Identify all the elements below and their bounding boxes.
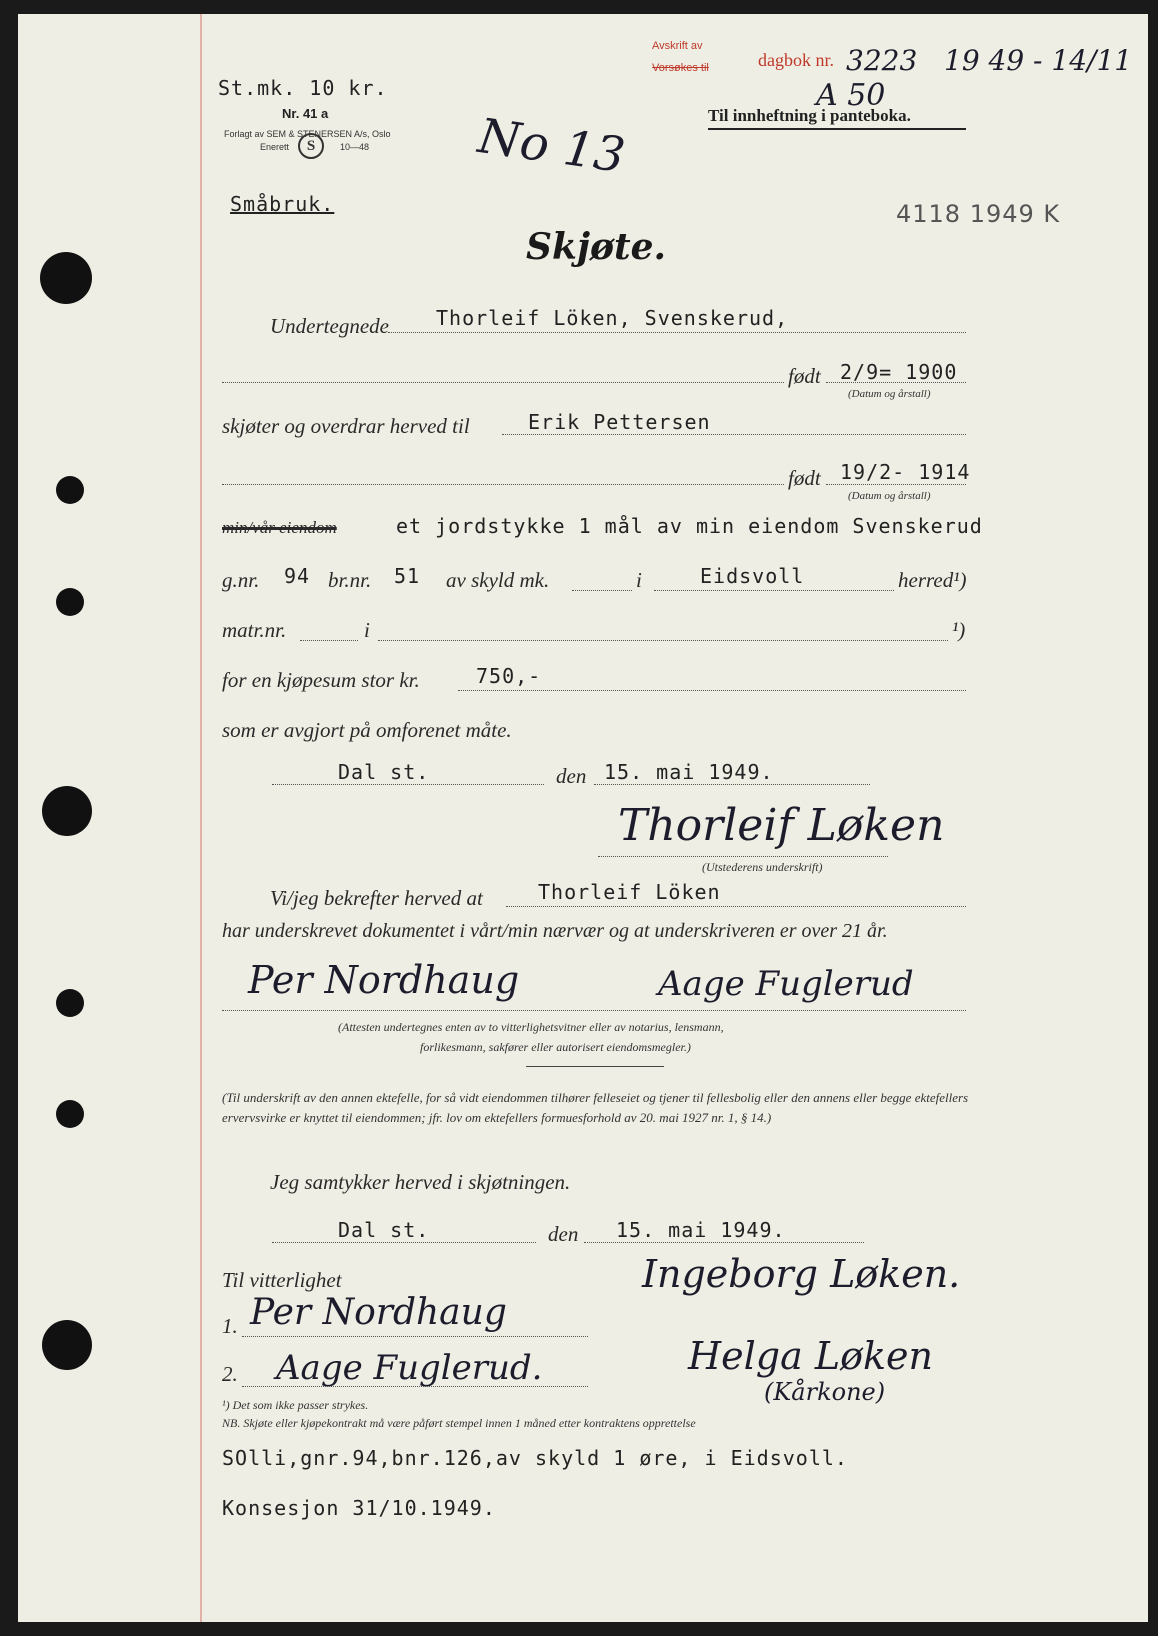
municipality: Eidsvoll [700,564,805,588]
document-page [18,14,1148,1622]
den-label: den [556,764,587,788]
skyld-i-label: i [636,568,642,592]
attestation-caption-2: forlikesmann, sakfører eller autorisert eiendomsmegler.) [420,1040,691,1054]
dotted-line [458,690,966,691]
dotted-line [300,640,358,641]
punch-hole [56,1100,84,1128]
consent-witness2-signature: Aage Fuglerud. [276,1348,543,1388]
red-stamp-line1: Avskrift av [652,40,703,52]
skyld-label: av skyld mk. [446,568,550,592]
attestation-caption-1: (Attesten undertegnes enten av to vitterlighetsvitner eller av notarius, lensmann, [338,1020,724,1034]
consent-den-label: den [548,1222,579,1246]
footnote-nb: NB. Skjøte eller kjøpekontrakt må være påført stempel innen 1 måned etter kontraktens opprettelse [222,1416,696,1430]
punch-hole [56,476,84,504]
undersigned-value: Thorleif Löken, Svenskerud, [436,306,789,330]
bnr-label: br.nr. [328,568,372,592]
matr-end: ¹) [952,618,966,642]
matr-label: matr.nr. [222,618,287,642]
witness2-number: 2. [222,1362,238,1386]
dotted-line [572,590,632,591]
consent-place: Dal st. [338,1218,430,1242]
dagbok-label: dagbok nr. [758,50,834,70]
dotted-line [388,332,966,333]
dagbok-number: 3223 [846,44,918,77]
buyer-born-label: født [788,466,821,490]
property-description: et jordstykke 1 mål av min eiendom Svenskerud [396,514,983,538]
seller-birth: 2/9= 1900 [840,360,958,384]
settled-text: som er avgjort på omforenet måte. [222,718,512,742]
witness1-number: 1. [222,1314,238,1338]
transfer-label: skjøter og overdrar herved til [222,414,470,438]
spouse-signature: Ingeborg Løken. [642,1252,961,1296]
consent-witness1-signature: Per Nordhaug [250,1292,507,1333]
margin-line [200,14,202,1622]
publisher-date: 10—48 [340,142,370,152]
place: Dal st. [338,760,430,784]
struck-text: min/vår eiendom [222,518,337,537]
punch-hole [42,786,92,836]
red-stamp-line2: Vorsøkes til [652,62,709,74]
confirm-text: har underskrevet dokumentet i vårt/min nærvær og at underskriveren er over 21 år. [222,920,888,942]
consent-text: Jeg samtykker herved i skjøtningen. [270,1170,571,1194]
witness-label: Til vitterlighet [222,1268,342,1292]
stamp-number: 4118 1949 K [896,200,1061,228]
dotted-line [378,640,948,641]
date: 15. mai 1949. [604,760,774,784]
punch-hole [40,252,92,304]
buyer-birth: 19/2- 1914 [840,460,971,484]
buyer-birth-caption: (Datum og årstall) [848,490,931,502]
bnr-value: 51 [394,564,421,588]
binding-note-underline [708,128,966,130]
confirm-label: Vi/jeg bekrefter herved at [270,886,483,910]
punch-hole [42,1320,92,1370]
witness1-signature: Per Nordhaug [248,958,520,1002]
herred-label: herred¹) [898,568,967,592]
price-label: for en kjøpesum stor kr. [222,668,420,692]
matr-i-label: i [364,618,370,642]
seller-born-label: født [788,364,821,388]
dotted-line [222,484,784,485]
publisher-line: Forlagt av SEM & STENERSEN A/s, Oslo [224,129,391,139]
typed-addition-2: Konsesjon 31/10.1949. [222,1496,496,1520]
punch-hole [56,989,84,1017]
dagbok-year: 19 49 - 14/11 [944,44,1133,77]
dotted-line [272,1242,536,1243]
price-value: 750,- [476,664,542,688]
seller-birth-caption: (Datum og årstall) [848,388,931,400]
dotted-line [654,590,894,591]
dotted-line [242,1336,588,1337]
property-type: Småbruk. [230,192,335,216]
spouse-note: (Til underskrift av den annen ektefelle, for så vidt eiendommen tilhører felleseiet og tjener til fellesbolig eller den annens eller begge ektefellers ervervsvirke er knyttet til eiendommen; jfr. lov om ektefellers formuesforhold av 20. mai 1927 nr. 1, § 14.) [222,1090,969,1125]
attestation-signer: Thorleif Löken [538,880,721,904]
dotted-line [272,784,544,785]
signature-caption: (Utstederens underskrift) [702,860,823,874]
dotted-line [584,1242,864,1243]
dotted-line [826,382,966,383]
dotted-line [594,784,870,785]
spouse2-signature: Helga Løken [688,1334,933,1378]
publisher-logo: S [298,133,324,159]
witness2-signature: Aage Fuglerud [658,964,914,1004]
dotted-line [826,484,966,485]
dotted-line [242,1386,588,1387]
stamp-duty: St.mk. 10 kr. [218,76,388,100]
dotted-line [222,1010,966,1011]
form-number: Nr. 41 a [282,106,329,121]
publisher-enerett: Enerett [260,142,290,152]
seller-signature: Thorleif Løken [618,800,945,851]
buyer-name: Erik Pettersen [528,410,711,434]
consent-date: 15. mai 1949. [616,1218,786,1242]
dotted-line [502,434,966,435]
divider [526,1066,664,1067]
footnote-1: ¹) Det som ikke passer strykes. [222,1398,369,1412]
handwritten-no: No 13 [474,108,629,184]
dotted-line [222,382,784,383]
handwritten-ref: A 50 [816,78,886,113]
page-title: Skjøte. [526,226,667,268]
dotted-line [598,856,888,857]
spouse2-note: (Kårkone) [764,1378,886,1406]
gnr-value: 94 [284,564,311,588]
undersigned-label: Undertegnede [270,314,389,338]
punch-hole [56,588,84,616]
typed-addition-1: SOlli,gnr.94,bnr.126,av skyld 1 øre, i Eidsvoll. [222,1446,848,1470]
binding-note: Til innheftning i panteboka. [708,106,911,125]
gnr-label: g.nr. [222,568,260,592]
dotted-line [506,906,966,907]
